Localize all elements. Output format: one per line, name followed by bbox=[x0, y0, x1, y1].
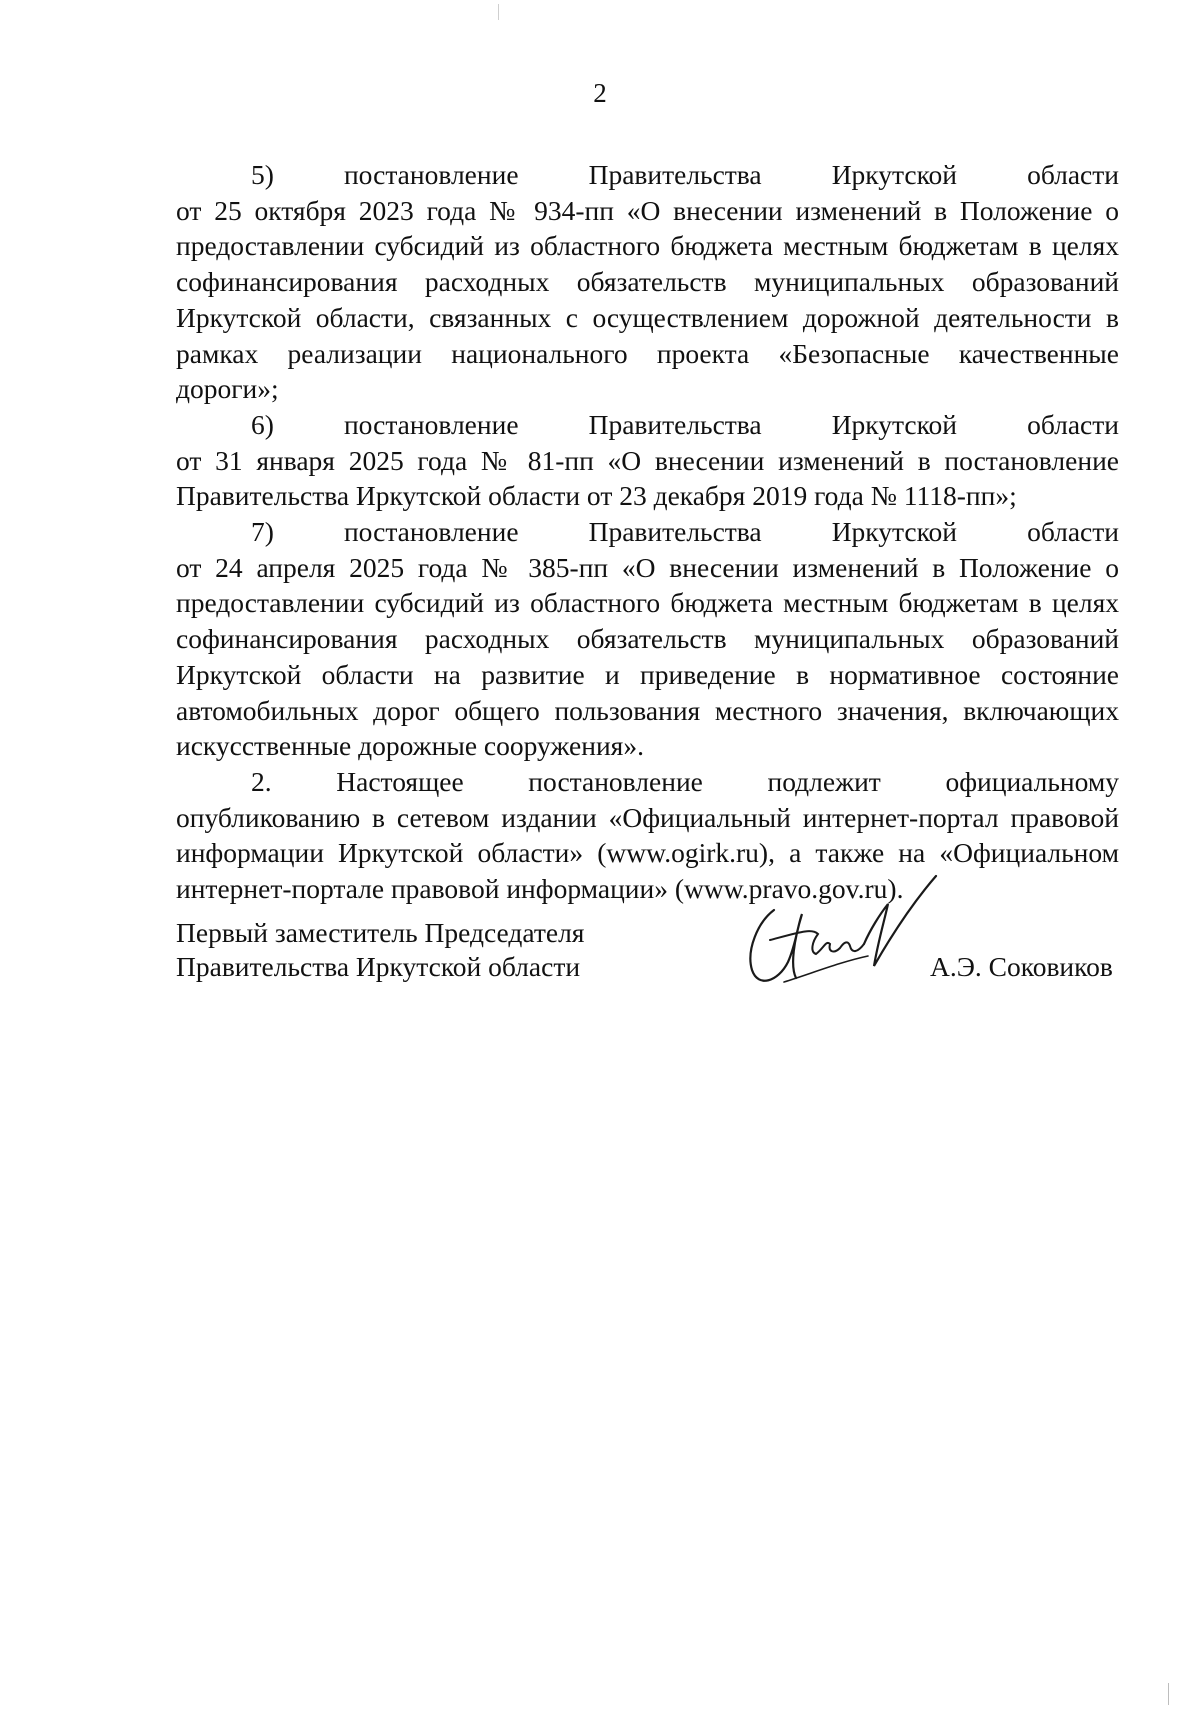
document-body bbox=[176, 157, 1119, 907]
paragraph-line: 2. Настоящее постановление подлежит официальному bbox=[251, 765, 1119, 797]
signature-stroke bbox=[784, 956, 868, 982]
paragraph-line: от 24 апреля 2025 года № 385-пп «О внесении изменений в Положение о bbox=[176, 551, 1119, 583]
page-number: 2 bbox=[593, 78, 607, 108]
paragraph-line: опубликованию в сетевом издании «Официальный интернет-портал правовой bbox=[176, 801, 1119, 833]
signatory-position-line: Правительства Иркутской области bbox=[176, 951, 581, 982]
paragraph-line: Правительства Иркутской области от 23 декабря 2019 года № 1118-пп»; bbox=[176, 480, 1017, 512]
paragraph-line: Иркутской области, связанных с осуществлением дорожной деятельности в bbox=[176, 301, 1119, 333]
paragraph-line: искусственные дорожные сооружения». bbox=[176, 730, 644, 762]
paragraph-line: рамках реализации национального проекта «Безопасные качественные bbox=[176, 337, 1119, 369]
paragraph-line: Иркутской области на развитие и приведение в нормативное состояние bbox=[176, 658, 1119, 690]
paragraph-line: 5) постановление Правительства Иркутской области bbox=[251, 159, 1119, 190]
signatory-position-line: Первый заместитель Председателя bbox=[176, 917, 585, 948]
paragraph-line: интернет-портале правовой информации» (www.pravo.gov.ru). bbox=[176, 873, 904, 905]
paragraph-line: 6) постановление Правительства Иркутской области bbox=[251, 408, 1119, 440]
signature-stroke bbox=[770, 931, 864, 954]
handwritten-signature bbox=[740, 870, 940, 1000]
paragraph-line: софинансирования расходных обязательств муниципальных образований bbox=[176, 623, 1119, 655]
signature-stroke bbox=[750, 910, 802, 981]
paragraph-line: дороги»; bbox=[176, 373, 279, 405]
scan-edge-mark bbox=[1168, 1683, 1169, 1705]
signature-stroke bbox=[864, 876, 936, 966]
signatory-position bbox=[176, 916, 584, 984]
paragraph-line: предоставлении субсидий из областного бюджета местным бюджетам в целях bbox=[176, 230, 1119, 262]
paragraph-line: от 25 октября 2023 года № 934-пп «О внесении изменений в Положение о bbox=[176, 194, 1119, 226]
signatory-name: А.Э. Соковиков bbox=[930, 951, 1113, 982]
paragraph-line: информации Иркутской области» (www.ogirk.ru), а также на «Официальном bbox=[176, 837, 1119, 869]
paragraph-line: 7) постановление Правительства Иркутской области bbox=[251, 516, 1119, 548]
paragraph-line: от 31 января 2025 года № 81-пп «О внесении изменений в постановление bbox=[176, 444, 1119, 476]
scan-edge-mark bbox=[498, 4, 499, 20]
paragraph-line: софинансирования расходных обязательств муниципальных образований bbox=[176, 266, 1119, 298]
paragraph-line: предоставлении субсидий из областного бюджета местным бюджетам в целях bbox=[176, 587, 1119, 619]
paragraph-line: автомобильных дорог общего пользования местного значения, включающих bbox=[176, 694, 1119, 726]
